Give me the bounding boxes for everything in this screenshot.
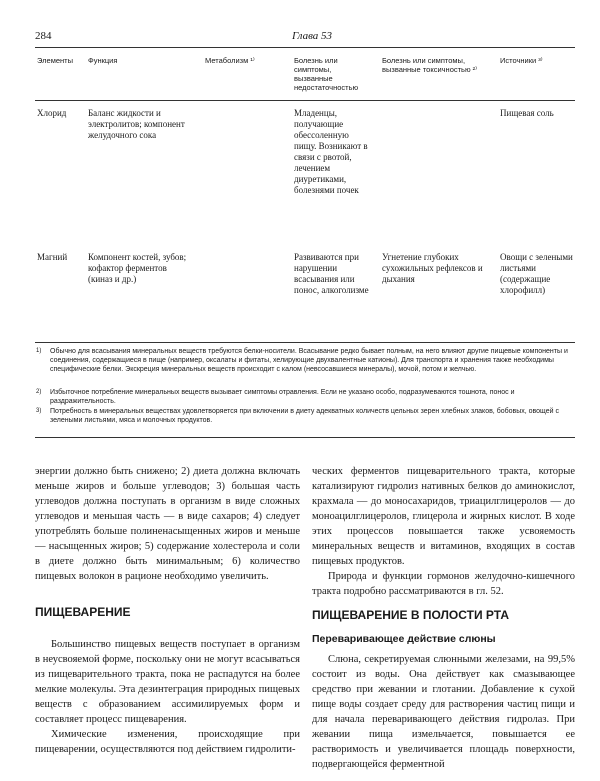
column-header-metabolism: Метаболизм ¹⁾	[205, 56, 255, 65]
column-header-elements: Элементы	[37, 56, 73, 65]
right-column-body	[312, 464, 575, 599]
paragraph: Большинство пищевых веществ поступает в организм в неусвояемой форме, поскольку они не могут всасываться из пищеварительного тракта, пока не распадутся на более мелкие молекулы. Эта дезинтеграция природных пищевых веществ с образованием ассимилируемых форм и составляет процесс пищеварения.	[35, 639, 300, 725]
paragraph: энергии должно быть снижено; 2) диета должна включать меньше жиров и больше углеводов; 3) большая часть углеводов должна поступать в организм в виде сложных углеводов и меньшая часть — в виде сахаров; 4) следует употреблять больше полиненасыщенных жиров и меньше — насыщенных жиров; 5) содержание холестерола и соли в диете должно быть минимальным; 6) количество пищевых волокон в рационе необходимо увеличить.	[35, 466, 300, 582]
chapter-title: Глава 53	[292, 30, 333, 42]
paragraph: Слюна, секретируемая слюнными железами, на 99,5% состоит из воды. Она действует как смазывающее средство при жевании и глотании. Добавление к сухой пище воды создает среду для растворения частиц пищи и для начала переваривающего действия гидролаз. При жевании пища измельчается, повышается ее растворимость и увеличивается площадь поверхности, подвергающейся ферментной	[312, 654, 575, 770]
table-top-rule	[35, 47, 575, 48]
paragraph: Химические изменения, происходящие при пищеварении, осуществляются под действием гидролити-	[35, 729, 300, 755]
table-row-deficiency: Младенцы, получающие обессоленную пищу. Возникают в связи с рвотой, лечением диуретиками, болезнями почек	[294, 108, 368, 195]
column-header-deficiency: Болезнь или симптомы, вызванные недостаточностью	[294, 56, 359, 92]
left-column-body	[35, 637, 300, 757]
column-header-toxicity: Болезнь или симптомы, вызванные токсичностью ²⁾	[382, 56, 478, 74]
footnote-mark: 2)	[36, 389, 42, 395]
section-heading-digestion: ПИЩЕВАРЕНИЕ	[35, 605, 131, 619]
table-body-rule	[35, 342, 575, 343]
table-row-deficiency: Развиваются при нарушении всасывания или понос, алкоголизме	[294, 252, 369, 295]
table-row-function: Баланс жидкости и электролитов; компонент желудочного сока	[88, 108, 185, 140]
subsection-heading-saliva: Переваривающее действие слюны	[312, 633, 496, 645]
section-heading-oral-digestion: ПИЩЕВАРЕНИЕ В ПОЛОСТИ РТА	[312, 608, 510, 622]
footnote-mark: 3)	[36, 408, 42, 414]
column-header-function: Функция	[88, 56, 118, 65]
left-column-intro	[35, 464, 300, 584]
table-row-sources: Овощи с зелеными листьями (содержащие хлорофилл)	[500, 252, 573, 295]
table-bottom-rule	[35, 437, 575, 438]
table-row-element: Хлорид	[37, 108, 67, 118]
paragraph: Природа и функции гормонов желудочно-кишечного тракта подробно рассматриваются в гл. 52.	[312, 571, 575, 597]
column-header-sources: Источники ³⁾	[500, 56, 543, 65]
page-number: 284	[35, 30, 52, 42]
table-row-element: Магний	[37, 252, 68, 262]
table-row-toxicity: Угнетение глубоких сухожильных рефлексов и дыхания	[382, 252, 483, 284]
footnote-mark: 1)	[36, 348, 42, 354]
table-row-function: Компонент костей, зубов; кофактор ферментов (киназ и др.)	[88, 252, 187, 284]
footnote: Избыточное потребление минеральных веществ вызывает симптомы отравления. Если не указано особо, подразумеваются тошнота, понос и раздражительность.	[50, 389, 515, 405]
paragraph: ческих ферментов пищеварительного тракта, которые катализируют гидролиз нативных белков до аминокислот, крахмала — до моносахаридов, триацилглицеролов — до моноацилглицеролов, глицерола и жирных кислот. В ходе этих процессов повышается также усвояемость минеральных веществ и витаминов, входящих в состав пищевых продуктов.	[312, 466, 575, 567]
footnote: Потребность в минеральных веществах удовлетворяется при включении в диету адекватных количеств цельных зерен хлебных злаков, бобовых, овощей с зелеными листьями, мяса и молочных продуктов.	[50, 408, 559, 424]
table-row-sources: Пищевая соль	[500, 108, 554, 118]
right-column-saliva	[312, 652, 575, 772]
footnote: Обычно для всасывания минеральных веществ требуются белки-носители. Всасывание редко бывает полным, на него влияют другие пищевые компоненты и соединения, содержащиеся в пище (например, оксалаты и фитаты, хелирующие двухвалентные катионы). Для транспорта и хранения также необходимы специфические белки. Экскреция минеральных веществ происходит с калом (невсосавшиеся минералы), мочой, потом и желчью.	[50, 348, 568, 373]
table-header-rule	[35, 100, 575, 101]
